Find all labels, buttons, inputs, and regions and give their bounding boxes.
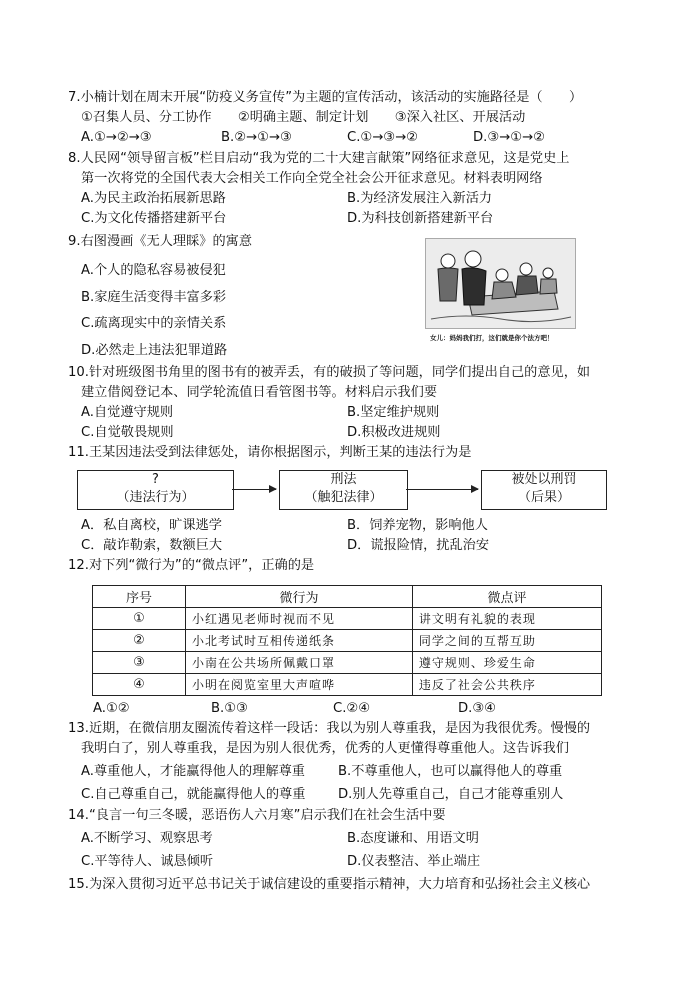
flow-box-law bbox=[279, 470, 408, 510]
row-behavior: 小北考试时互相传递纸条 bbox=[186, 630, 413, 652]
flow-box-penalty-line1: 被处以刑罚 bbox=[511, 472, 577, 487]
q14-option-d: D.仪表整洁、举止端庄 bbox=[347, 854, 481, 869]
q10-option-d: D.积极改进规则 bbox=[347, 425, 441, 440]
row-number: ③ bbox=[93, 652, 186, 674]
table-header-row bbox=[93, 586, 602, 608]
q9-option-b: B.家庭生活变得丰富多彩 bbox=[81, 290, 227, 305]
q7-option-b: B.②→①→③ bbox=[221, 130, 292, 145]
q15-stem: 15.为深入贯彻习近平总书记关于诚信建设的重要指示精神，大力培育和弘扬社会主义核心 bbox=[68, 877, 591, 892]
q8-stem-cont: 第一次将党的全国代表大会相关工作向全党全社会公开征求意见。材料表明网络 bbox=[81, 171, 543, 186]
q13-stem: 13.近期，在微信朋友圈流传着这样一段话：我以为别人尊重我，是因为我很优秀。慢慢的 bbox=[68, 721, 591, 736]
q11-option-b: B．饲养宠物，影响他人 bbox=[347, 518, 488, 533]
q8-option-d: D.为科技创新搭建新平台 bbox=[347, 211, 494, 226]
row-comment: 讲文明有礼貌的表现 bbox=[412, 608, 601, 630]
flow-box-penalty bbox=[481, 470, 607, 510]
row-comment: 违反了社会公共秩序 bbox=[412, 674, 601, 696]
row-number: ④ bbox=[93, 674, 186, 696]
flow-box-law-line1: 刑法 bbox=[330, 472, 357, 487]
cartoon-image bbox=[425, 238, 576, 329]
q13-option-d: D.别人先尊重自己，自己才能尊重别人 bbox=[338, 787, 564, 802]
q11-option-a: A．私自离校，旷课逃学 bbox=[81, 518, 222, 533]
q13-stem-cont: 我明白了，别人尊重我，是因为别人很优秀，优秀的人更懂得尊重他人。这告诉我们 bbox=[81, 741, 569, 756]
row-comment: 同学之间的互帮互助 bbox=[412, 630, 601, 652]
q12-option-b: B.①③ bbox=[211, 701, 248, 716]
table-row bbox=[93, 674, 602, 696]
table-header-behavior: 微行为 bbox=[186, 586, 413, 608]
q10-stem-cont: 建立借阅登记本、同学轮流值日看管图书等。材料启示我们要 bbox=[81, 385, 438, 400]
q9-option-c: C.疏离现实中的亲情关系 bbox=[81, 316, 227, 331]
q12-option-c: C.②④ bbox=[333, 701, 371, 716]
q8-option-c: C.为文化传播搭建新平台 bbox=[81, 211, 227, 226]
behavior-table bbox=[92, 585, 602, 696]
q7-items: ①召集人员、分工协作 ②明确主题、制定计划 ③深入社区、开展活动 bbox=[81, 110, 526, 125]
flow-box-law-line2: （触犯法律） bbox=[304, 490, 383, 505]
q13-option-c: C.自己尊重自己，就能赢得他人的尊重 bbox=[81, 787, 306, 802]
q11-option-d: D．谎报险情，扰乱治安 bbox=[347, 538, 490, 553]
q7-option-c: C.①→③→② bbox=[347, 130, 418, 145]
table-row bbox=[93, 630, 602, 652]
q12-stem: 12.对下列“微行为”的“微点评”，正确的是 bbox=[68, 558, 315, 573]
q10-stem: 10.针对班级图书角里的图书有的被弄丢，有的破损了等问题，同学们提出自己的意见，如 bbox=[68, 365, 591, 380]
table-header-comment: 微点评 bbox=[412, 586, 601, 608]
q10-option-c: C.自觉敬畏规则 bbox=[81, 425, 174, 440]
q10-option-a: A.自觉遵守规则 bbox=[81, 405, 174, 420]
q12-option-a: A.①② bbox=[93, 701, 130, 716]
q8-option-a: A.为民主政治拓展新思路 bbox=[81, 191, 226, 206]
cartoon-drawing bbox=[426, 239, 575, 328]
row-comment: 遵守规则、珍爱生命 bbox=[412, 652, 601, 674]
q13-option-b: B.不尊重他人，也可以赢得他人的尊重 bbox=[338, 764, 563, 779]
q11-stem: 11.王某因违法受到法律惩处，请你根据图示，判断王某的违法行为是 bbox=[68, 445, 472, 460]
q9-option-a: A.个人的隐私容易被侵犯 bbox=[81, 263, 226, 278]
q7-stem: 7.小楠计划在周末开展“防疫义务宣传”为主题的宣传活动，该活动的实施路径是（ ） bbox=[68, 90, 583, 105]
q8-stem: 8.人民网“领导留言板”栏目启动“我为党的二十大建言献策”网络征求意见，这是党史上 bbox=[68, 151, 570, 166]
flow-box-violation bbox=[77, 470, 234, 510]
table-row bbox=[93, 608, 602, 630]
flow-box-violation-line1: ? bbox=[152, 472, 159, 487]
row-number: ② bbox=[93, 630, 186, 652]
q13-option-a: A.尊重他人，才能赢得他人的理解尊重 bbox=[81, 764, 305, 779]
cartoon-caption: 女儿：妈妈我们打，这们就是你个法方吧！ bbox=[430, 334, 554, 342]
q8-option-b: B.为经济发展注入新活力 bbox=[347, 191, 493, 206]
flow-box-violation-line2: （违法行为） bbox=[116, 490, 195, 505]
table-row bbox=[93, 652, 602, 674]
flow-box-penalty-line2: （后果） bbox=[517, 490, 570, 505]
q7-option-d: D.③→①→② bbox=[473, 130, 545, 145]
row-number: ① bbox=[93, 608, 186, 630]
row-behavior: 小南在公共场所佩戴口罩 bbox=[186, 652, 413, 674]
q7-option-a: A.①→②→③ bbox=[81, 130, 152, 145]
q9-stem: 9.右图漫画《无人理睬》的寓意 bbox=[68, 234, 253, 249]
q14-stem: 14.“良言一句三冬暖，恶语伤人六月寒”启示我们在社会生活中要 bbox=[68, 808, 446, 823]
row-behavior: 小红遇见老师时视而不见 bbox=[186, 608, 413, 630]
q14-option-c: C.平等待人、诚恳倾听 bbox=[81, 854, 214, 869]
q11-option-c: C．敲诈勒索，数额巨大 bbox=[81, 538, 223, 553]
q14-option-b: B.态度谦和、用语文明 bbox=[347, 831, 479, 846]
table-header-number: 序号 bbox=[93, 586, 186, 608]
q9-option-d: D.必然走上违法犯罪道路 bbox=[81, 343, 228, 358]
q10-option-b: B.坚定维护规则 bbox=[347, 405, 440, 420]
q12-option-d: D.③④ bbox=[458, 701, 496, 716]
q14-option-a: A.不断学习、观察思考 bbox=[81, 831, 213, 846]
flow-arrow-2 bbox=[406, 489, 478, 490]
row-behavior: 小明在阅览室里大声喧哗 bbox=[186, 674, 413, 696]
flow-arrow-1 bbox=[232, 489, 276, 490]
